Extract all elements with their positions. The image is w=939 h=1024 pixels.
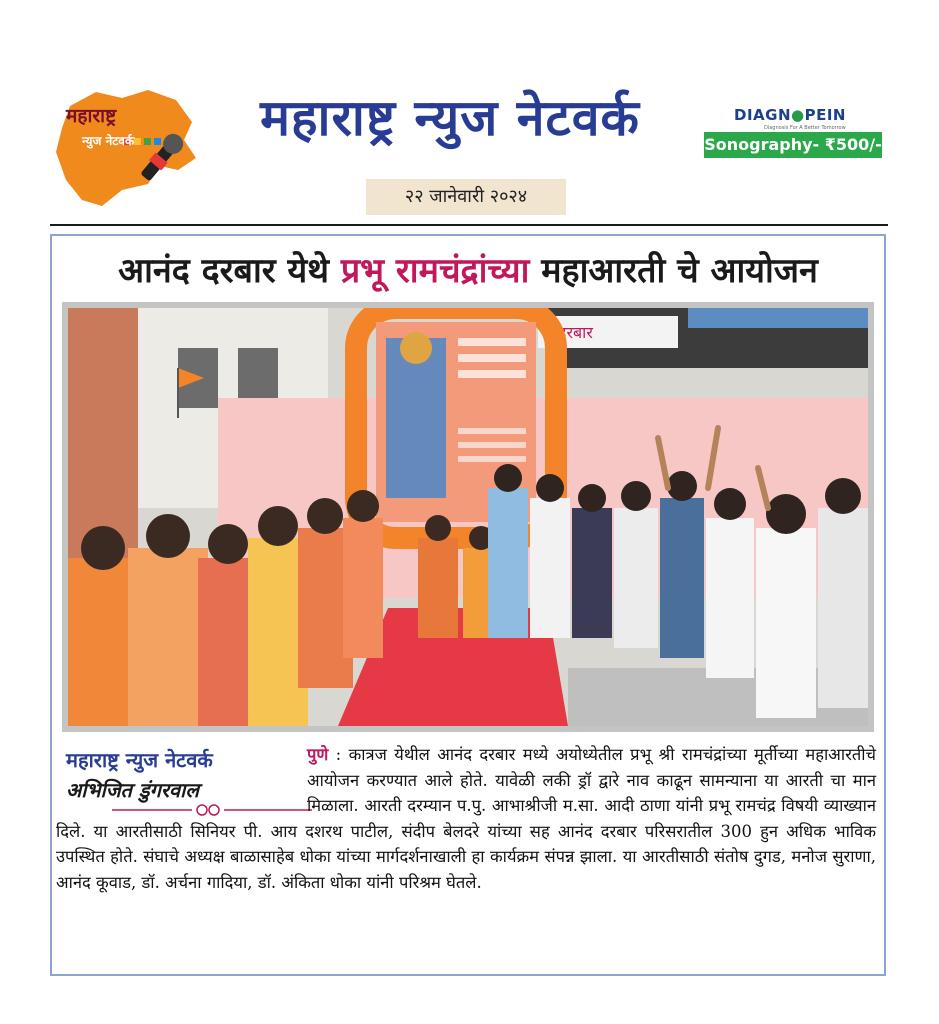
byline-spacer [52, 742, 307, 818]
article-body-text: : कात्रज येथील आनंद दरबार मध्ये अयोध्येतील प्रभू श्री रामचंद्रांच्या मूर्तीच्या महाआरतीचे आयोजन करण्यात आले होते. यावेळी लकी ड्रॉ द्वारे नाव काढून सामन्याना या आरती चा मान मिळाला. आरती दरम्यान प.पु. आभाश्रीजी म.सा. आदी ठाणा यांनी प्रभू रामचंद्र विषयी व्याख्यान दिले. या आरतीसाठी सिनियर पी. आय दशरथ पाटील, संदीप बेलदरे यांच्या सह आनंद दरबार परिसरातील 300 हुन अधिक भाविक उपस्थित होते. संघाचे अध्यक्ष बाळासाहेब धोका यांच्या मार्गदर्शनाखाली हा कार्यक्रम संपन्न झाला. या आरतीसाठी संतोष दुगड, मनोज सुराणा, आनंद कूवाड, डॉ. अर्चना गादिया, डॉ. अंकिता धोका यांनी परिश्रम घेतले. [56, 745, 876, 892]
article-frame [50, 234, 886, 976]
advertisement[interactable] [704, 104, 882, 160]
ad-brand-part1: DIAGN [734, 106, 792, 124]
byline-author: अभिजित डुंगरवाल [66, 778, 199, 802]
newspaper-logo [52, 88, 202, 208]
headline-part2: महाआरती चे आयोजन [529, 251, 818, 291]
publication-date: २२ जानेवारी २०२४ [366, 179, 566, 215]
article-body [52, 742, 884, 972]
byline-organisation: महाराष्ट्र न्युज नेटवर्क [66, 748, 213, 772]
article-headline [52, 246, 884, 292]
ad-brand-o-icon: ● [791, 106, 805, 124]
photo-banner-text: दरबार [558, 323, 593, 342]
logo-title: महाराष्ट्र [66, 105, 117, 127]
headline-part1: आनंद दरबार येथे [118, 251, 341, 291]
masthead-title: महाराष्ट्र न्युज नेटवर्क [260, 89, 640, 147]
ad-offer: Sonography- ₹500/- [704, 132, 882, 158]
article-photo [68, 308, 868, 726]
article-photo-frame [62, 302, 874, 732]
ad-brand [734, 106, 846, 124]
ad-tagline: Diagnosis For A Better Tomorrow [764, 125, 846, 131]
logo-subtitle: न्युज नेटवर्क [82, 134, 135, 148]
dateline-city: पुणे [307, 745, 329, 764]
masthead-divider [50, 224, 888, 226]
ad-brand-part2: PEIN [804, 106, 846, 124]
headline-highlight: प्रभू रामचंद्रांच्या [340, 251, 530, 291]
